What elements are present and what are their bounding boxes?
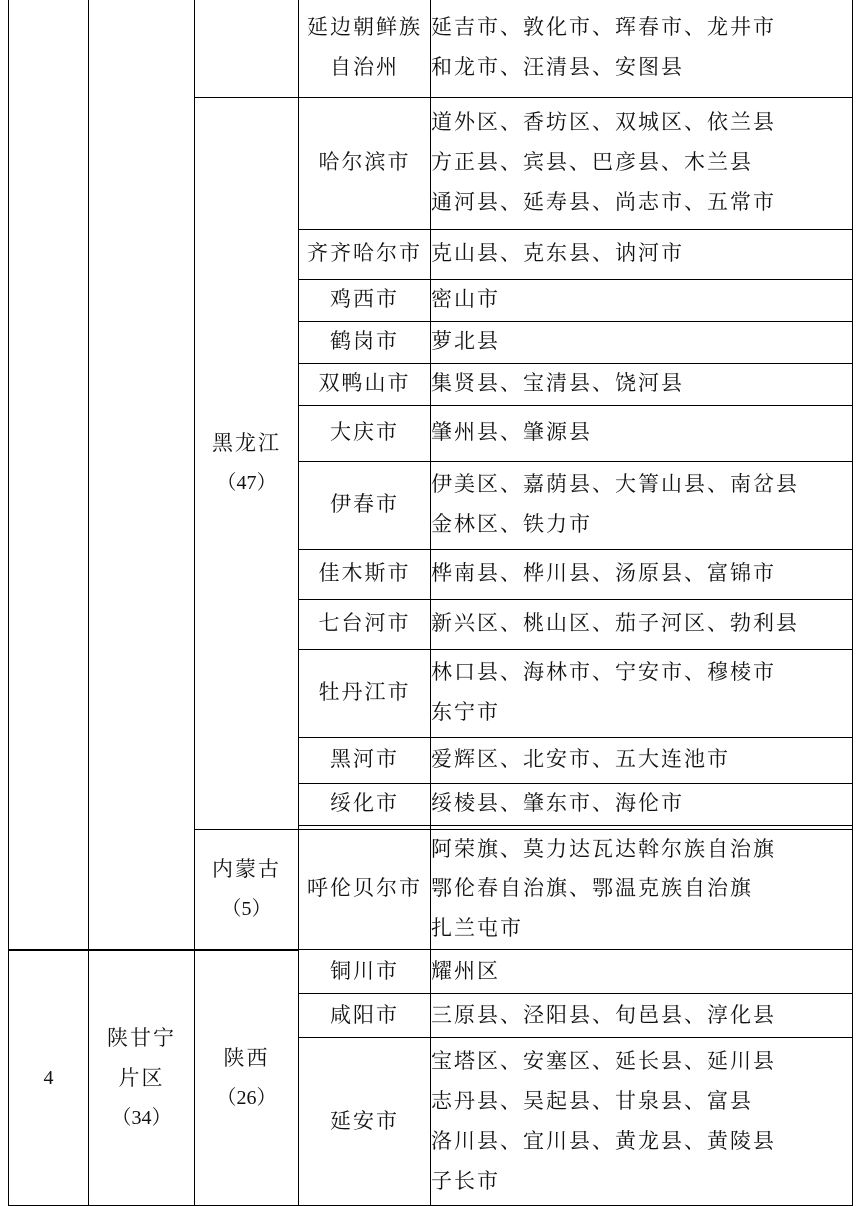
counties-cell: 密山市 xyxy=(431,279,853,321)
counties-cell: 萝北县 xyxy=(431,321,853,363)
city-cell: 伊春市 xyxy=(299,461,431,549)
counties-cell: 集贤县、宝清县、饶河县 xyxy=(431,363,853,405)
counties-cell: 新兴区、桃山区、茄子河区、勃利县 xyxy=(431,599,853,649)
counties-cell: 桦南县、桦川县、汤原县、富锦市 xyxy=(431,549,853,599)
province-cell xyxy=(195,0,299,97)
city-cell: 呼伦贝尔市 xyxy=(299,829,431,950)
counties-cell: 克山县、克东县、讷河市 xyxy=(431,229,853,279)
province-neimenggu: 内蒙古 （5） xyxy=(195,829,299,950)
region-cell: 陕甘宁 片区 （34） xyxy=(89,950,195,1206)
table-row xyxy=(9,950,853,994)
city-cell: 大庆市 xyxy=(299,405,431,461)
counties-cell: 肇州县、肇源县 xyxy=(431,405,853,461)
city-cell: 绥化市 xyxy=(299,783,431,825)
city-cell: 齐齐哈尔市 xyxy=(299,229,431,279)
city-cell: 延安市 xyxy=(299,1038,431,1206)
province-heilongjiang: 黑龙江 （47） xyxy=(195,97,299,829)
counties-cell: 道外区、香坊区、双城区、依兰县 方正县、宾县、巴彦县、木兰县 通河县、延寿县、尚志市、五常市 xyxy=(431,97,853,229)
city-cell: 佳木斯市 xyxy=(299,549,431,599)
city-cell: 牡丹江市 xyxy=(299,649,431,737)
county-table xyxy=(8,0,853,1206)
city-cell: 咸阳市 xyxy=(299,994,431,1038)
counties-cell: 绥棱县、肇东市、海伦市 xyxy=(431,783,853,825)
city-cell: 黑河市 xyxy=(299,737,431,783)
city-cell: 鸡西市 xyxy=(299,279,431,321)
province-shaanxi: 陕西 （26） xyxy=(195,950,299,1206)
city-cell: 鹤岗市 xyxy=(299,321,431,363)
counties-cell: 延吉市、敦化市、珲春市、龙井市 和龙市、汪清县、安图县 xyxy=(431,0,853,97)
counties-cell: 宝塔区、安塞区、延长县、延川县 志丹县、吴起县、甘泉县、富县 洛川县、宜川县、黄龙县、黄陵县 子长市 xyxy=(431,1038,853,1206)
city-cell: 哈尔滨市 xyxy=(299,97,431,229)
counties-cell: 伊美区、嘉荫县、大箐山县、南岔县 金林区、铁力市 xyxy=(431,461,853,549)
counties-cell: 阿荣旗、莫力达瓦达斡尔族自治旗 鄂伦春自治旗、鄂温克族自治旗 扎兰屯市 xyxy=(431,829,853,950)
counties-cell: 耀州区 xyxy=(431,950,853,994)
counties-cell: 三原县、泾阳县、旬邑县、淳化县 xyxy=(431,994,853,1038)
table-row xyxy=(9,0,853,97)
city-cell: 延边朝鲜族 自治州 xyxy=(299,0,431,97)
index-cell xyxy=(9,0,89,950)
index-cell: 4 xyxy=(9,950,89,1206)
counties-cell: 爱辉区、北安市、五大连池市 xyxy=(431,737,853,783)
city-cell: 七台河市 xyxy=(299,599,431,649)
counties-cell: 林口县、海林市、宁安市、穆棱市 东宁市 xyxy=(431,649,853,737)
city-cell: 双鸭山市 xyxy=(299,363,431,405)
region-cell xyxy=(89,0,195,950)
city-cell: 铜川市 xyxy=(299,950,431,994)
